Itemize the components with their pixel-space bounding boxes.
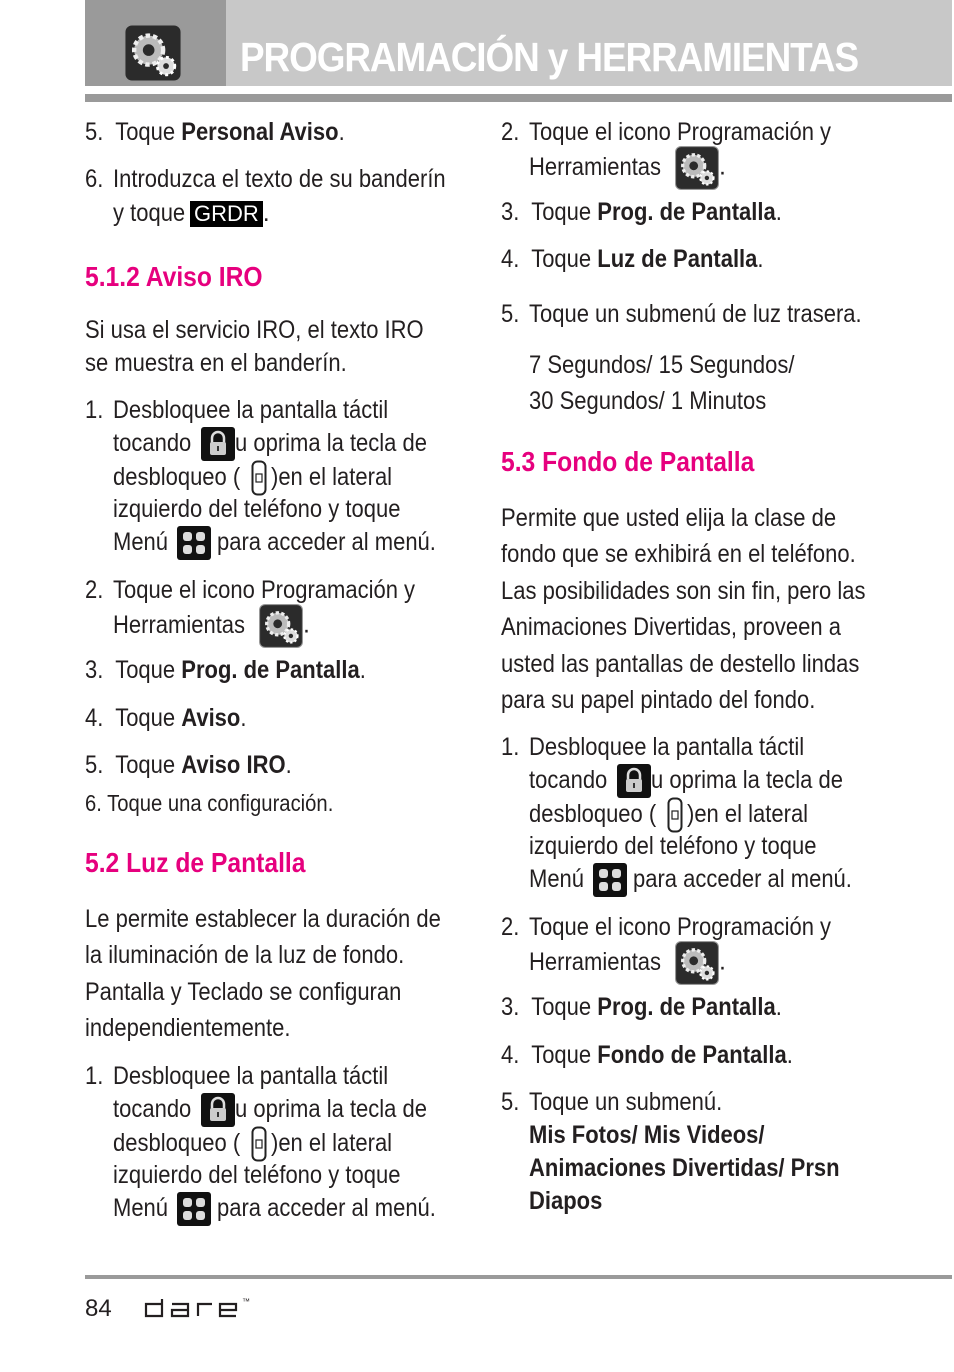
- paragraph-line: Las posibilidades son sin fin, pero las: [501, 577, 866, 605]
- section-heading: 5.2 Luz de Pantalla: [85, 847, 306, 878]
- list-item: 3. Toque Prog. de Pantalla.: [85, 656, 366, 684]
- side-key-icon: [251, 1126, 267, 1162]
- paragraph-line: Le permite establecer la duración de: [85, 905, 441, 933]
- page-number: 84: [85, 1295, 112, 1322]
- paragraph-line: usted las pantallas de destello lindas: [501, 650, 860, 678]
- paragraph-line: independientemente.: [85, 1014, 291, 1042]
- side-key-icon: [251, 460, 267, 496]
- option-line: 7 Segundos/ 15 Segundos/: [529, 351, 795, 379]
- list-item: 4. Toque Luz de Pantalla.: [501, 245, 764, 273]
- dare-logo: [140, 1296, 260, 1322]
- lock-icon: [617, 764, 651, 798]
- paragraph-line: para su papel pintado del fondo.: [501, 686, 816, 714]
- footer-rule: [85, 1275, 952, 1279]
- menu-grid-icon: [593, 863, 627, 897]
- side-key-icon: [667, 797, 683, 833]
- paragraph-line: la iluminación de la luz de fondo.: [85, 941, 405, 969]
- page-title: PROGRAMACIÓN y HERRAMIENTAS: [240, 34, 858, 80]
- section-heading: 5.1.2 Aviso IRO: [85, 261, 263, 292]
- list-item: 4. Toque Fondo de Pantalla.: [501, 1041, 793, 1069]
- paragraph-line: Permite que usted elija la clase de: [501, 504, 837, 532]
- list-item: 6. Toque una configuración.: [85, 790, 334, 816]
- settings-gear-icon: [259, 604, 303, 648]
- paragraph-line: Pantalla y Teclado se configuran: [85, 978, 402, 1006]
- menu-grid-icon: [177, 1192, 211, 1226]
- list-item: 5. Toque Aviso IRO.: [85, 751, 292, 779]
- option-line: 30 Segundos/ 1 Minutos: [529, 387, 767, 415]
- svg-text:™: ™: [242, 1297, 250, 1306]
- settings-gear-icon: [124, 24, 182, 82]
- settings-gear-icon: [675, 146, 719, 190]
- lock-icon: [201, 1093, 235, 1127]
- list-item: 4. Toque Aviso.: [85, 704, 247, 732]
- lock-icon: [201, 427, 235, 461]
- grdr-button: GRDR: [190, 201, 263, 227]
- settings-gear-icon: [675, 941, 719, 985]
- menu-grid-icon: [177, 526, 211, 560]
- list-item: 3. Toque Prog. de Pantalla.: [501, 993, 782, 1021]
- paragraph-line: se muestra en el banderín.: [85, 349, 347, 377]
- paragraph-line: fondo que se exhibirá en el teléfono.: [501, 540, 856, 568]
- section-heading: 5.3 Fondo de Pantalla: [501, 446, 755, 477]
- header-rule: [85, 94, 952, 102]
- paragraph-line: Animaciones Divertidas, proveen a: [501, 613, 841, 641]
- list-item: 3. Toque Prog. de Pantalla.: [501, 198, 782, 226]
- paragraph-line: Si usa el servicio IRO, el texto IRO: [85, 316, 424, 344]
